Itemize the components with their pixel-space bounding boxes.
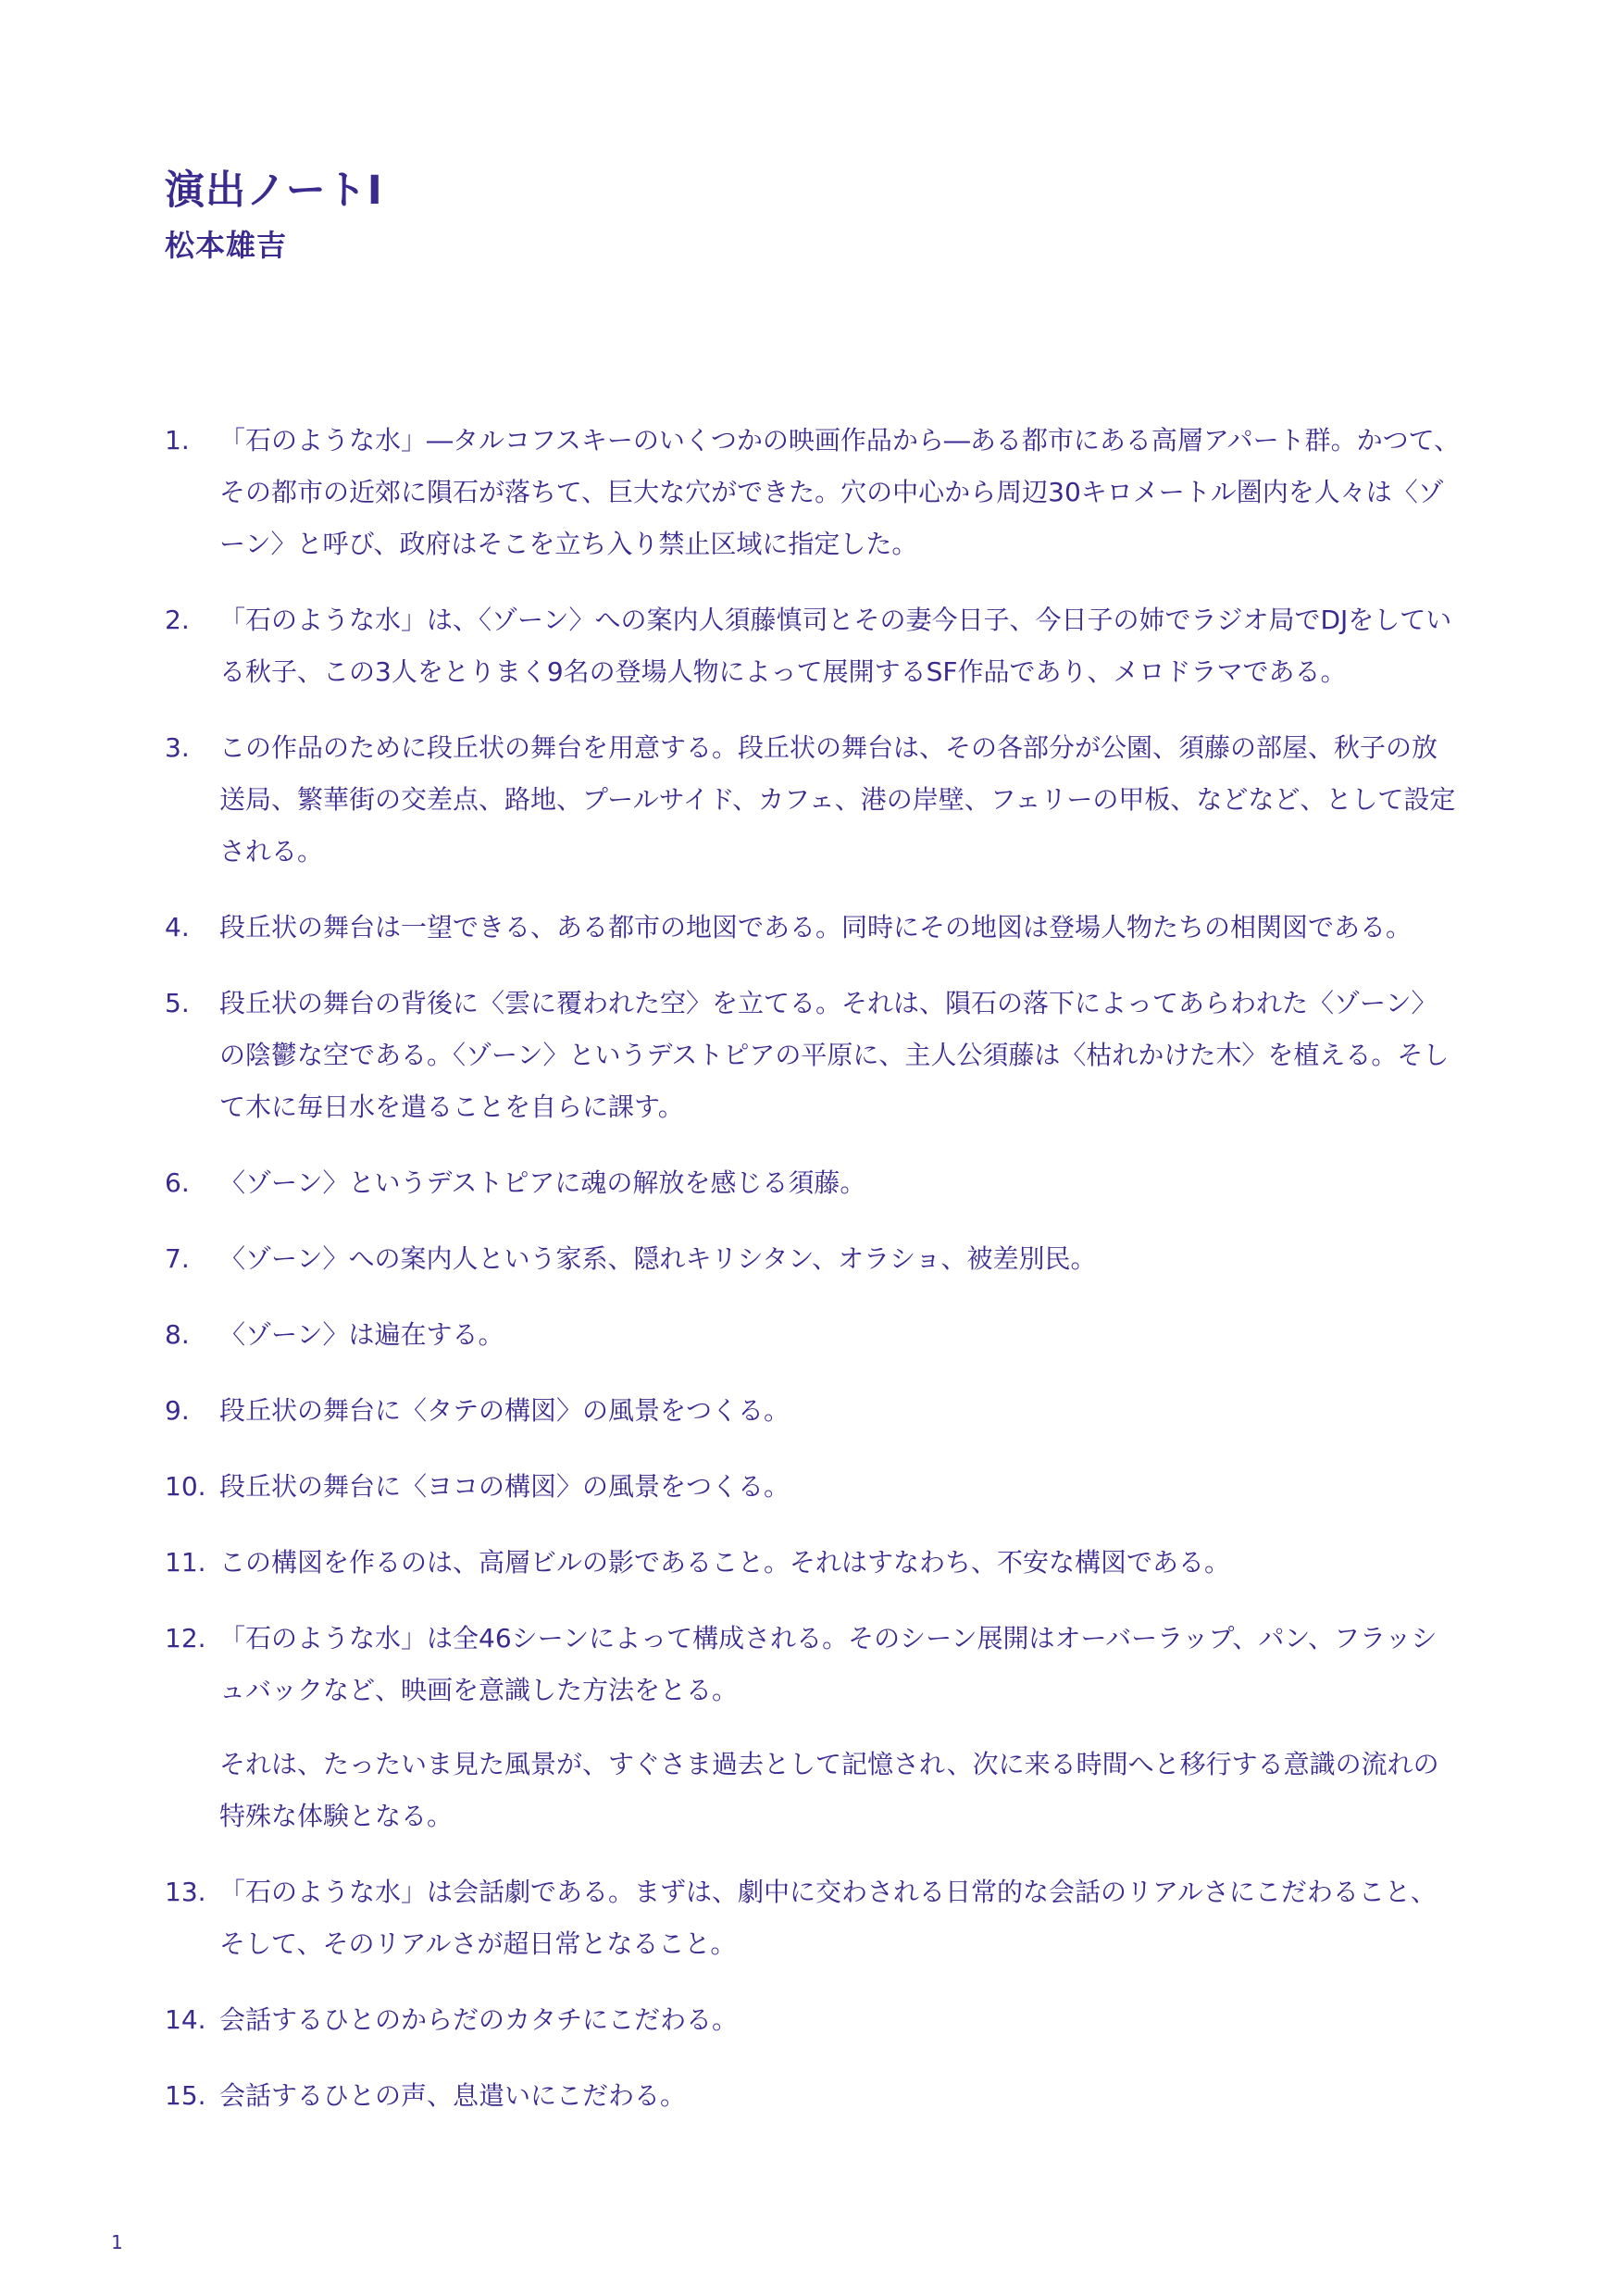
item-text: 「石のような水」は、〈ゾーン〉への案内人須藤慎司とその妻今日子、今日子の姉でラジオ局でDJをしている秋子、この3人をとりまく9名の登場人物によって展開するSF作品であり、メロドラマである。 bbox=[219, 605, 1452, 687]
item-text: 段丘状の舞台の背後に〈雲に覆われた空〉を立てる。それは、隕石の落下によってあらわれた〈ゾーン〉の陰鬱な空である。〈ゾーン〉というデストピアの平原に、主人公須藤は〈枯れかけた木〉を植える。そして木に毎日水を遣ることを自らに課す。 bbox=[219, 988, 1450, 1122]
item-number: 8. bbox=[165, 1319, 190, 1350]
item-text: 段丘状の舞台は一望できる、ある都市の地図である。同時にその地図は登場人物たちの相関図である。 bbox=[219, 912, 1413, 942]
item-number: 1. bbox=[165, 425, 190, 455]
item-number: 15. bbox=[165, 2080, 206, 2111]
item-text-continuation: それは、たったいま見た風景が、すぐさま過去として記憶され、次に来る時間へと移行する意識の流れの特殊な体験となる。 bbox=[219, 1749, 1439, 1831]
item-number: 5. bbox=[165, 988, 190, 1018]
notes-list bbox=[165, 415, 1461, 2146]
item-number: 12. bbox=[165, 1623, 206, 1653]
author-name: 松本雄吉 bbox=[165, 228, 288, 263]
list-item bbox=[165, 1994, 1461, 2046]
list-item bbox=[165, 1309, 1461, 1361]
item-text: 〈ゾーン〉というデストピアに魂の解放を感じる須藤。 bbox=[219, 1167, 866, 1198]
list-item bbox=[165, 1613, 1461, 1842]
item-number: 7. bbox=[165, 1243, 190, 1274]
item-text: 段丘状の舞台に〈ヨコの構図〉の風景をつくる。 bbox=[219, 1471, 790, 1502]
list-item bbox=[165, 902, 1461, 954]
list-item bbox=[165, 978, 1461, 1133]
list-item bbox=[165, 1233, 1461, 1285]
item-text: この構図を作るのは、高層ビルの影であること。それはすなわち、不安な構図である。 bbox=[219, 1547, 1231, 1578]
document-title: 演出ノートⅠ bbox=[165, 168, 383, 214]
item-text: 会話するひとのからだのカタチにこだわる。 bbox=[219, 2004, 739, 2035]
list-item bbox=[165, 1537, 1461, 1589]
list-item bbox=[165, 1461, 1461, 1513]
item-text: 段丘状の舞台に〈タテの構図〉の風景をつくる。 bbox=[219, 1395, 790, 1426]
item-text: この作品のために段丘状の舞台を用意する。段丘状の舞台は、その各部分が公園、須藤の部屋、秋子の放送局、繁華街の交差点、路地、プールサイド、カフェ、港の岸壁、フェリーの甲板、などなど、として設定される。 bbox=[219, 732, 1456, 867]
item-number: 6. bbox=[165, 1167, 190, 1198]
list-item bbox=[165, 1385, 1461, 1437]
list-item bbox=[165, 594, 1461, 698]
item-text: 〈ゾーン〉は遍在する。 bbox=[219, 1319, 504, 1350]
item-text: 会話するひとの声、息遣いにこだわる。 bbox=[219, 2080, 687, 2111]
item-text: 「石のような水」は会話劇である。まずは、劇中に交わされる日常的な会話のリアルさにこだわること、そして、そのリアルさが超日常となること。 bbox=[219, 1877, 1437, 1959]
item-number: 10. bbox=[165, 1471, 206, 1502]
item-number: 9. bbox=[165, 1395, 190, 1426]
item-text: 「石のような水」―タルコフスキーのいくつかの映画作品から―ある都市にある高層アパート群。かつて、その都市の近郊に隕石が落ちて、巨大な穴ができた。穴の中心から周辺30キロメートル圏内を人々は〈ゾーン〉と呼び、政府はそこを立ち入り禁止区域に指定した。 bbox=[219, 425, 1461, 559]
list-item bbox=[165, 722, 1461, 878]
list-item bbox=[165, 1866, 1461, 1970]
list-item bbox=[165, 1157, 1461, 1209]
list-item bbox=[165, 2070, 1461, 2122]
item-number: 11. bbox=[165, 1547, 206, 1578]
item-text: 「石のような水」は全46シーンによって構成される。そのシーン展開はオーバーラップ、パン、フラッシュバックなど、映画を意識した方法をとる。 bbox=[219, 1623, 1438, 1705]
item-number: 2. bbox=[165, 605, 190, 635]
item-number: 13. bbox=[165, 1877, 206, 1907]
page-number: 1 bbox=[111, 2231, 123, 2253]
list-item bbox=[165, 415, 1461, 570]
item-number: 3. bbox=[165, 732, 190, 763]
item-number: 14. bbox=[165, 2004, 206, 2035]
item-text: 〈ゾーン〉への案内人という家系、隠れキリシタン、オラショ、被差別民。 bbox=[219, 1243, 1097, 1274]
item-number: 4. bbox=[165, 912, 190, 942]
